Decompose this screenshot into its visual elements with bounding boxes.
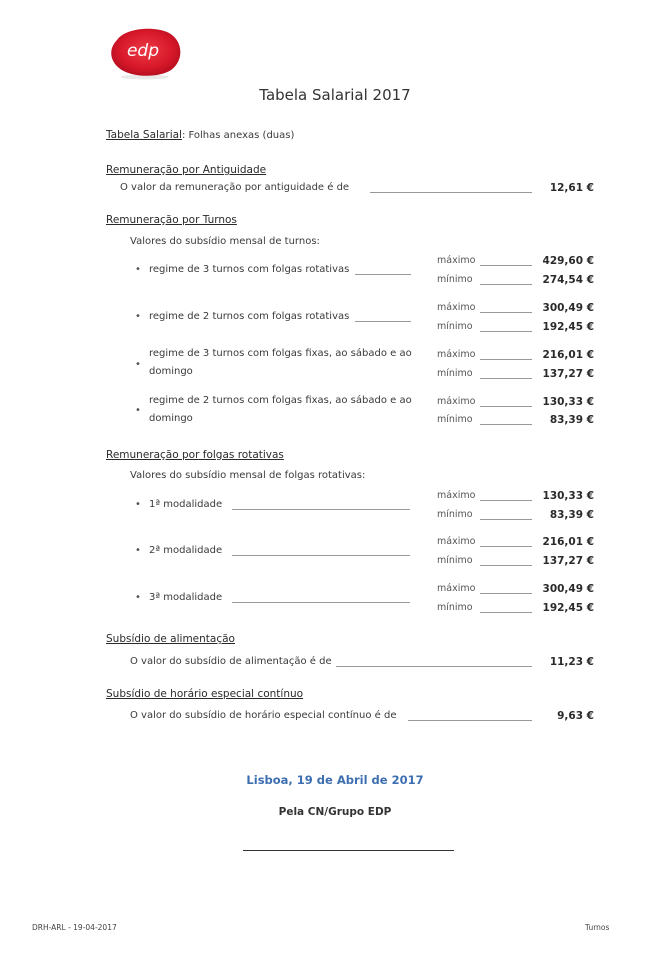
leader-line [370, 192, 532, 193]
folgas-item-label: 1ª modalidade [149, 499, 223, 510]
leader-line [232, 602, 410, 603]
bullet: • [135, 405, 141, 416]
min-amount: 83,39 € [549, 414, 594, 426]
min-label: mínimo [437, 555, 473, 566]
min-label: mínimo [437, 321, 473, 332]
antiguidade-amount: 12,61 € [549, 182, 594, 194]
tabela-line [106, 129, 294, 141]
turnos-item-label: regime de 3 turnos com folgas rotativas [149, 264, 350, 275]
bullet: • [135, 359, 141, 370]
max-amount: 429,60 € [542, 255, 594, 267]
antiguidade-heading: Remuneração por Antiguidade [106, 164, 267, 176]
max-amount: 130,33 € [542, 490, 594, 502]
leader-line [232, 509, 410, 510]
tabela-value: : Folhas anexas (duas) [181, 130, 295, 141]
horario-text: O valor do subsídio de horário especial contínuo é de [130, 710, 397, 721]
antiguidade-text: O valor da remuneração por antiguidade é de [120, 182, 350, 193]
horario-amount: 9,63 € [557, 710, 594, 722]
leader-line [232, 555, 410, 556]
turnos-item-label: regime de 3 turnos com folgas fixas, ao sábado e ao [149, 348, 412, 359]
bullet: • [135, 592, 141, 603]
max-amount: 130,33 € [542, 396, 594, 408]
turnos-intro: Valores do subsídio mensal de turnos: [130, 236, 320, 247]
turnos-item-label: regime de 2 turnos com folgas fixas, ao sábado e ao [149, 395, 412, 406]
alimentacao-heading: Subsídio de alimentação [106, 633, 235, 645]
horario-heading: Subsídio de horário especial contínuo [106, 688, 304, 700]
min-label: mínimo [437, 509, 473, 520]
min-amount: 192,45 € [542, 321, 594, 333]
bullet: • [135, 311, 141, 322]
max-label: máximo [437, 583, 476, 594]
alimentacao-text: O valor do subsídio de alimentação é de [130, 656, 332, 667]
max-amount: 216,01 € [542, 349, 594, 361]
min-label: mínimo [437, 368, 473, 379]
logo-text: edp [126, 41, 160, 61]
turnos-item-label-cont: domingo [149, 366, 193, 377]
min-label: mínimo [437, 274, 473, 285]
turnos-heading: Remuneração por Turnos [106, 214, 237, 226]
turnos-item-label: regime de 2 turnos com folgas rotativas [149, 311, 350, 322]
leader-line [336, 666, 532, 667]
folgas-item-label: 2ª modalidade [149, 545, 223, 556]
tabela-label: Tabela Salarial [106, 129, 182, 141]
page-title: Tabela Salarial 2017 [259, 86, 411, 104]
folgas-intro: Valores do subsídio mensal de folgas rotativas: [130, 470, 366, 481]
bullet: • [135, 499, 141, 510]
edp-logo [105, 26, 185, 80]
leader-line [355, 274, 411, 275]
min-label: mínimo [437, 414, 473, 425]
min-amount: 192,45 € [542, 602, 594, 614]
bullet: • [135, 545, 141, 556]
turnos-item-label-cont: domingo [149, 413, 193, 424]
folgas-heading: Remuneração por folgas rotativas [106, 449, 284, 461]
alimentacao-amount: 11,23 € [549, 656, 594, 668]
max-amount: 300,49 € [542, 302, 594, 314]
max-amount: 300,49 € [542, 583, 594, 595]
bullet: • [135, 264, 141, 275]
place-date: Lisboa, 19 de Abril de 2017 [246, 773, 424, 787]
signature-line [243, 850, 454, 851]
leader-line [355, 321, 411, 322]
min-label: mínimo [437, 602, 473, 613]
max-label: máximo [437, 490, 476, 501]
min-amount: 274,54 € [542, 274, 594, 286]
max-label: máximo [437, 302, 476, 313]
footer-section: Turnos [585, 923, 610, 932]
signatory: Pela CN/Grupo EDP [278, 806, 392, 818]
min-amount: 137,27 € [542, 555, 594, 567]
max-label: máximo [437, 349, 476, 360]
max-label: máximo [437, 396, 476, 407]
min-amount: 83,39 € [549, 509, 594, 521]
max-label: máximo [437, 536, 476, 547]
min-amount: 137,27 € [542, 368, 594, 380]
max-amount: 216,01 € [542, 536, 594, 548]
folgas-item-label: 3ª modalidade [149, 592, 223, 603]
max-label: máximo [437, 255, 476, 266]
footer-ref: DRH-ARL - 19-04-2017 [32, 923, 117, 932]
